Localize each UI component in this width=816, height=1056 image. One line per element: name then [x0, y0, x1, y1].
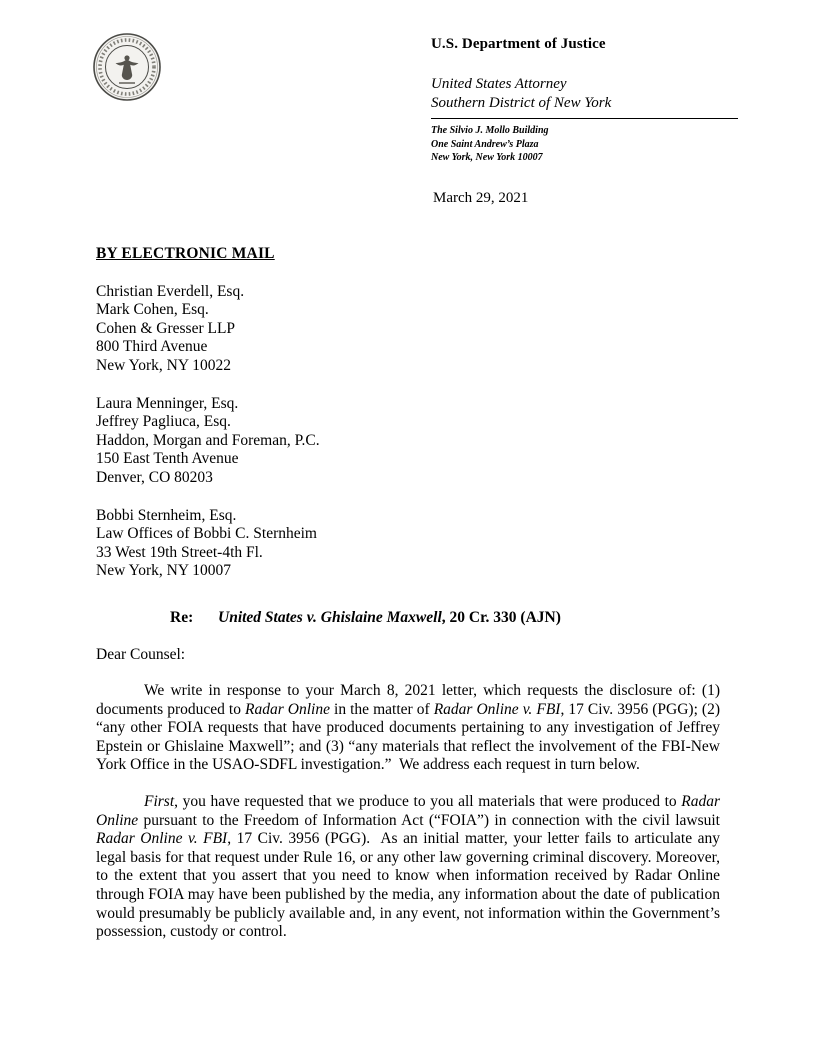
letter-date: March 29, 2021	[433, 189, 529, 206]
office-title: United States Attorney	[431, 76, 567, 92]
paragraph-2: First, you have requested that we produce to you all materials that were produced to Radar Online pursuant to the Freedom of Information Act (“FOIA”) in connection with the civil lawsuit Radar Online v. FBI, 17 Civ. 3956 (PGG). As an initial matter, your letter fails to articulate any legal basis for that request under Rule 16, or any other law governing criminal discovery. Moreover, to the extent that you assert that you need to know when information received by Radar Online through FOIA may have been published by the media, any information about the date of publication would presumably be publicly available and, in any event, not information within the Government’s possession, custody or control.	[96, 793, 724, 941]
recipient-line: 150 East Tenth Avenue	[96, 450, 239, 468]
re-line	[96, 609, 720, 628]
address-line: The Silvio J. Mollo Building	[431, 125, 549, 137]
address-line: New York, New York 10007	[431, 151, 543, 163]
case-caption: United States v. Ghislaine Maxwell, 20 Cr. 330 (AJN)	[218, 608, 561, 626]
agency-name: U.S. Department of Justice	[431, 36, 606, 52]
recipient-line: Denver, CO 80203	[96, 468, 213, 486]
recipient-line: Bobbi Sternheim, Esq.	[96, 506, 237, 524]
recipient-block	[96, 507, 720, 581]
recipient-line: Christian Everdell, Esq.	[96, 282, 245, 300]
recipient-line: 33 West 19th Street-4th Fl.	[96, 543, 263, 561]
address-line: One Saint Andrew’s Plaza	[431, 138, 539, 150]
recipient-line: New York, NY 10022	[96, 356, 232, 374]
office-district: Southern District of New York	[431, 95, 612, 112]
delivery-method: BY ELECTRONIC MAIL	[96, 245, 275, 262]
recipient-block	[96, 395, 720, 488]
recipient-line: 800 Third Avenue	[96, 338, 208, 356]
re-label: Re:	[170, 608, 194, 626]
recipient-line: Laura Menninger, Esq.	[96, 394, 239, 412]
recipient-block	[96, 283, 720, 376]
salutation: Dear Counsel:	[96, 645, 186, 663]
recipient-line: Cohen & Gresser LLP	[96, 319, 236, 337]
paragraph-1: We write in response to your March 8, 2021 letter, which requests the disclosure of: (1) documents produced to Radar Online in the matter of Radar Online v. FBI, 17 Civ. 3956 (PGG); (2) “any other FOIA requests that have produced documents pertaining to any investigation of Jeffrey Epstein or Ghislaine Maxwell”; and (3) “any materials that reflect the involvement of the FBI-New York Office in the USAO-SDFL investigation.” We address each request in turn below.	[96, 682, 724, 774]
recipient-line: New York, NY 10007	[96, 562, 232, 580]
recipient-line: Jeffrey Pagliuca, Esq.	[96, 413, 231, 431]
recipient-line: Mark Cohen, Esq.	[96, 301, 209, 319]
recipient-line: Law Offices of Bobbi C. Sternheim	[96, 525, 317, 543]
recipient-line: Haddon, Morgan and Foreman, P.C.	[96, 431, 320, 449]
